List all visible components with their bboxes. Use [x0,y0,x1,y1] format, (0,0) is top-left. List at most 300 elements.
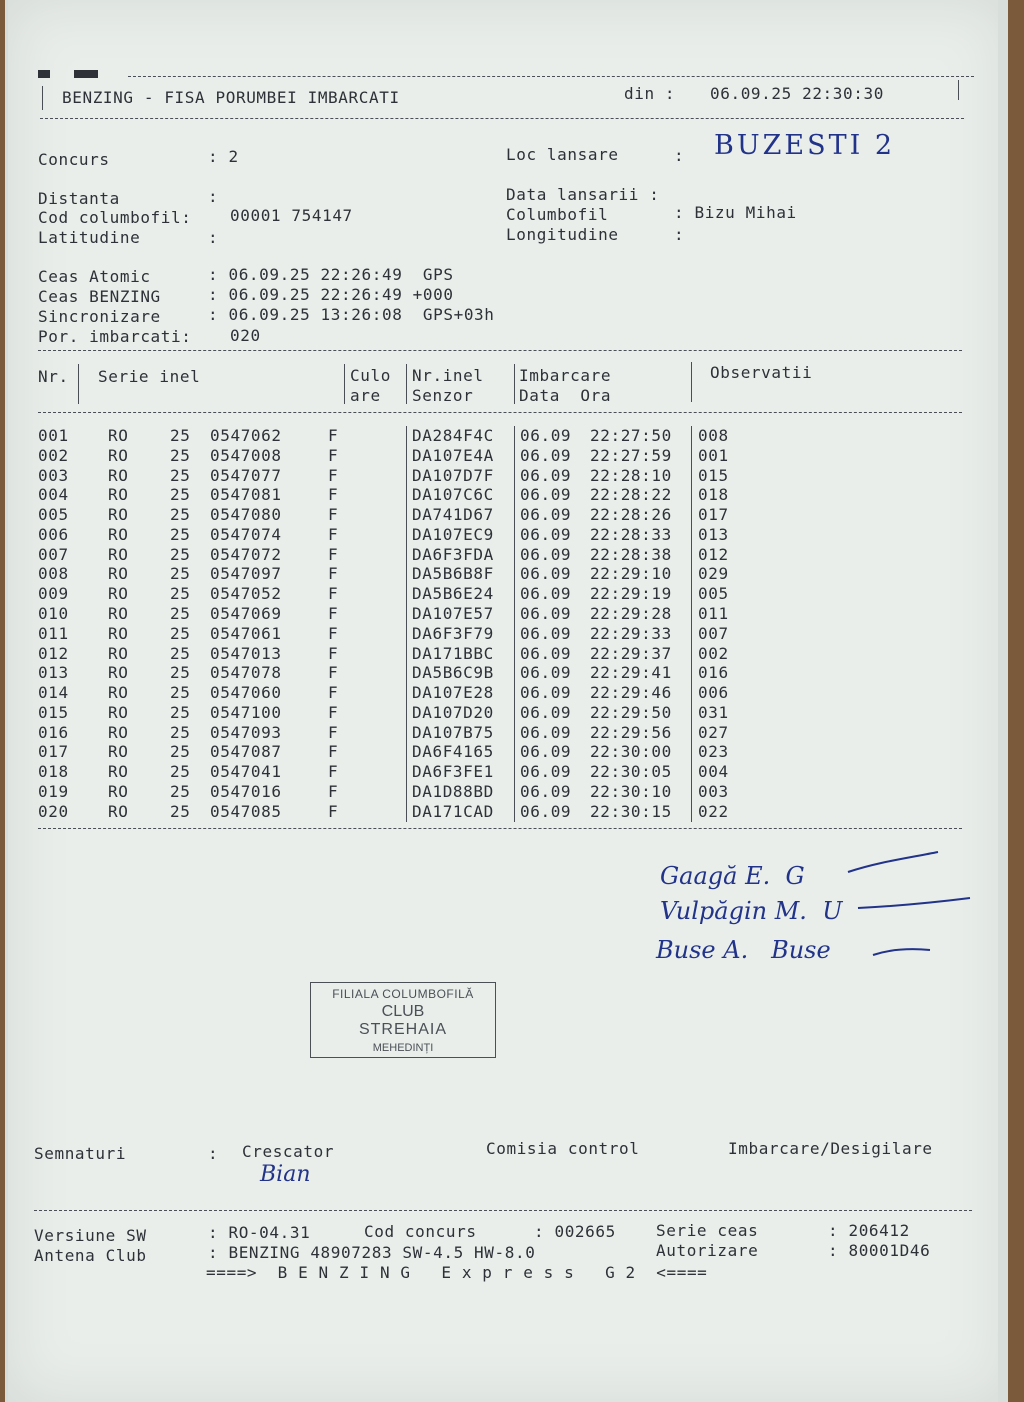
brand-line: ====> B E N Z I N G E x p r e s s G 2 <==== [206,1263,708,1282]
cell-date: 06.09 [520,742,572,762]
cell-sex: F [328,445,339,465]
col-divider [406,564,407,584]
cell-date: 06.09 [520,426,572,445]
col-divider [691,683,692,703]
cell-ring: 0547085 [210,801,282,821]
col-divider [691,742,692,762]
cell-date: 06.09 [520,722,572,742]
cell-nr: 007 [38,544,69,564]
sincronizare-label: Sincronizare [38,307,161,326]
cell-nr: 006 [38,524,69,544]
divider [40,118,964,119]
cell-nr: 019 [38,782,69,802]
cell-observation: 008 [698,426,729,445]
table-row [8,525,1008,545]
cell-country: RO [108,623,129,643]
cell-ring: 0547041 [210,762,282,782]
cell-sex: F [328,604,339,624]
distanta-sep: : [208,187,219,206]
cell-year: 25 [170,722,191,742]
cell-date: 06.09 [520,643,572,663]
semnaturi-sep: : [208,1144,219,1163]
col-divider [406,485,407,505]
cell-date: 06.09 [520,762,572,782]
table-row [8,505,1008,525]
stamp-line-3: STREHAIA [358,1021,447,1038]
cell-sex: F [328,485,339,505]
col-divider [514,624,515,644]
cell-date: 06.09 [520,702,572,722]
cell-year: 25 [170,485,191,505]
col-divider [691,426,692,446]
cell-date: 06.09 [520,485,572,505]
cell-nr: 004 [38,485,69,505]
cell-ring: 0547100 [210,702,282,722]
cell-country: RO [108,643,129,663]
cell-observation: 004 [698,762,729,782]
ceas-benzing-label: Ceas BENZING [38,287,161,306]
cell-year: 25 [170,683,191,703]
table-row [8,426,1008,446]
cell-country: RO [108,702,129,722]
cod-concurs-value: : 002665 [534,1222,616,1241]
cell-time: 22:29:56 [590,722,672,742]
cell-time: 22:28:33 [590,524,672,544]
club-stamp [310,982,496,1058]
cell-country: RO [108,683,129,703]
comisia-label: Comisia control [486,1139,640,1158]
cell-ring: 0547062 [210,426,282,445]
concurs-value: : 2 [208,147,239,166]
cell-year: 25 [170,445,191,465]
col-imbarcare-1: Imbarcare [519,366,612,385]
col-divider [406,723,407,743]
col-divider [514,683,515,703]
cell-nr: 002 [38,445,69,465]
divider [128,76,974,77]
col-divider [406,446,407,466]
table-row [8,545,1008,565]
col-divider [514,364,515,404]
sincronizare-value: : 06.09.25 13:26:08 GPS+03h [208,305,495,324]
table-row [8,485,1008,505]
col-divider [691,505,692,525]
cell-time: 22:27:59 [590,445,672,465]
handwritten-name-1: Gaagă E. G [660,862,805,890]
cell-sex: F [328,505,339,525]
col-divider [514,644,515,664]
cell-country: RO [108,505,129,525]
ceas-atomic-value: : 06.09.25 22:26:49 GPS [208,265,454,284]
loc-sep: : [674,146,685,165]
cell-sensor: DA6F3FDA [412,544,494,564]
table-row [8,663,1008,683]
cell-nr: 016 [38,722,69,742]
cell-nr: 008 [38,564,69,584]
cell-observation: 023 [698,742,729,762]
cell-sex: F [328,465,339,485]
col-nrinel-1: Nr.inel [412,366,484,385]
cell-country: RO [108,465,129,485]
cell-time: 22:28:38 [590,544,672,564]
cell-time: 22:30:05 [590,762,672,782]
col-divider [406,584,407,604]
cod-concurs-label: Cod concurs [364,1222,477,1241]
din-value: 06.09.25 22:30:30 [710,84,884,103]
semnaturi-label: Semnaturi [34,1144,127,1163]
por-imbarcati-label: Por. imbarcati: [38,327,192,346]
cell-observation: 003 [698,782,729,802]
cell-country: RO [108,663,129,683]
cell-country: RO [108,445,129,465]
cell-sex: F [328,762,339,782]
cell-date: 06.09 [520,683,572,703]
cell-ring: 0547074 [210,524,282,544]
cell-country: RO [108,742,129,762]
stamp-line-1: FILIALA COLUMBOFILĂ [332,987,474,1001]
cell-date: 06.09 [520,663,572,683]
longitudine-sep: : [674,225,685,244]
cell-observation: 001 [698,445,729,465]
cell-country: RO [108,584,129,604]
col-divider [514,742,515,762]
cell-sensor: DA5B6E24 [412,584,494,604]
col-divider [514,525,515,545]
cell-time: 22:28:26 [590,505,672,525]
cell-sex: F [328,742,339,762]
cell-year: 25 [170,564,191,584]
cell-observation: 012 [698,544,729,564]
col-divider [691,723,692,743]
antena-label: Antena Club [34,1246,147,1265]
table-row [8,604,1008,624]
cell-observation: 029 [698,564,729,584]
col-divider [514,723,515,743]
cell-sensor: DA107E4A [412,445,494,465]
document-page [8,0,1008,1402]
col-divider [691,466,692,486]
cell-date: 06.09 [520,801,572,821]
cell-ring: 0547013 [210,643,282,663]
cell-sensor: DA6F4165 [412,742,494,762]
cell-sensor: DA5B6B8F [412,564,494,584]
cell-nr: 005 [38,505,69,525]
cell-year: 25 [170,742,191,762]
cell-country: RO [108,801,129,821]
autorizare-label: Autorizare [656,1241,759,1260]
cell-sex: F [328,801,339,821]
cell-ring: 0547093 [210,722,282,742]
cell-ring: 0547060 [210,683,282,703]
cell-year: 25 [170,604,191,624]
cell-date: 06.09 [520,564,572,584]
col-divider [691,703,692,723]
cell-date: 06.09 [520,524,572,544]
loc-label: Loc lansare [506,145,619,164]
col-divider [514,505,515,525]
col-divider [691,584,692,604]
col-divider [406,782,407,802]
cell-time: 22:29:37 [590,643,672,663]
cell-sensor: DA1D88BD [412,782,494,802]
col-divider [514,782,515,802]
cell-observation: 007 [698,623,729,643]
col-imbarcare-2: Data Ora [519,386,612,405]
col-divider [514,485,515,505]
header-bar [958,80,959,100]
cell-time: 22:28:10 [590,465,672,485]
table-row [8,644,1008,664]
cell-sensor: DA171BBC [412,643,494,663]
cell-observation: 027 [698,722,729,742]
table-row [8,782,1008,802]
cell-nr: 009 [38,584,69,604]
columbofil-value: : Bizu Mihai [674,203,797,222]
doc-title: BENZING - FISA PORUMBEI IMBARCATI [62,88,400,107]
cell-observation: 015 [698,465,729,485]
cell-year: 25 [170,544,191,564]
cell-time: 22:29:33 [590,623,672,643]
cell-ring: 0547078 [210,663,282,683]
table-row [8,466,1008,486]
col-divider [691,802,692,822]
header-bar [42,86,43,110]
cell-ring: 0547008 [210,445,282,465]
latitudine-label: Latitudine [38,228,141,247]
col-divider [691,663,692,683]
cell-year: 25 [170,524,191,544]
cell-observation: 011 [698,604,729,624]
table-row [8,723,1008,743]
cell-sensor: DA6F3FE1 [412,762,494,782]
col-divider [691,624,692,644]
cell-time: 22:30:00 [590,742,672,762]
cell-nr: 013 [38,663,69,683]
din-label: din : [624,84,676,103]
ceas-benzing-value: : 06.09.25 22:26:49 +000 [208,285,454,304]
cell-sex: F [328,722,339,742]
cell-ring: 0547052 [210,584,282,604]
cell-date: 06.09 [520,604,572,624]
cell-year: 25 [170,426,191,445]
cell-nr: 010 [38,604,69,624]
cell-nr: 020 [38,801,69,821]
cell-observation: 016 [698,663,729,683]
cell-year: 25 [170,505,191,525]
data-lansarii-label: Data lansarii : [506,185,660,204]
cell-sensor: DA107B75 [412,722,494,742]
cell-year: 25 [170,663,191,683]
cell-ring: 0547097 [210,564,282,584]
cell-sex: F [328,564,339,584]
cell-sensor: DA741D67 [412,505,494,525]
cell-sex: F [328,524,339,544]
col-observatii: Observatii [710,363,813,382]
col-divider [514,802,515,822]
col-divider [691,782,692,802]
col-divider [78,364,79,404]
col-divider [514,762,515,782]
col-divider [406,525,407,545]
por-imbarcati-value: 020 [230,326,261,345]
cell-ring: 0547072 [210,544,282,564]
col-divider [406,545,407,565]
cell-date: 06.09 [520,544,572,564]
cell-date: 06.09 [520,623,572,643]
col-divider [406,624,407,644]
cell-observation: 013 [698,524,729,544]
cell-sex: F [328,643,339,663]
col-divider [406,742,407,762]
col-divider [514,446,515,466]
cell-country: RO [108,544,129,564]
col-divider [514,564,515,584]
cell-country: RO [108,762,129,782]
cell-country: RO [108,485,129,505]
cell-year: 25 [170,801,191,821]
handwritten-name-2: Vulpăgin M. U [660,897,843,925]
col-divider [344,364,345,404]
cell-time: 22:29:46 [590,683,672,703]
cell-observation: 031 [698,702,729,722]
cell-country: RO [108,722,129,742]
col-divider [514,545,515,565]
cell-time: 22:29:50 [590,702,672,722]
latitudine-sep: : [208,228,219,247]
antena-value: : BENZING 48907283 SW-4.5 HW-8.0 [208,1243,536,1262]
col-divider [691,545,692,565]
col-divider [691,762,692,782]
cell-year: 25 [170,782,191,802]
cell-nr: 014 [38,683,69,703]
cell-nr: 001 [38,426,69,445]
cell-nr: 011 [38,623,69,643]
col-divider [406,364,407,404]
cod-columbofil-label: Cod columbofil: [38,208,192,227]
cell-sex: F [328,584,339,604]
col-divider [514,584,515,604]
col-divider [691,644,692,664]
col-divider [514,604,515,624]
col-divider [691,564,692,584]
cell-year: 25 [170,643,191,663]
columbofil-label: Columbofil [506,205,609,224]
autorizare-value: : 80001D46 [828,1241,931,1260]
stamp-line-4: MEHEDINȚI [372,1042,434,1054]
col-divider [406,466,407,486]
cell-year: 25 [170,465,191,485]
cell-observation: 002 [698,643,729,663]
cell-nr: 015 [38,702,69,722]
cell-sex: F [328,426,339,445]
table-row [8,742,1008,762]
cell-country: RO [108,524,129,544]
cell-sex: F [328,663,339,683]
cell-time: 22:28:22 [590,485,672,505]
col-divider [406,604,407,624]
cell-sensor: DA6F3F79 [412,623,494,643]
cell-year: 25 [170,762,191,782]
printer-mark [74,70,98,78]
table-row [8,446,1008,466]
cell-date: 06.09 [520,584,572,604]
col-divider [406,762,407,782]
cell-time: 22:29:41 [590,663,672,683]
col-divider [691,485,692,505]
table-row [8,584,1008,604]
divider [38,412,962,413]
col-divider [691,525,692,545]
table-row [8,624,1008,644]
cell-time: 22:29:10 [590,564,672,584]
cell-observation: 018 [698,485,729,505]
cell-observation: 017 [698,505,729,525]
cell-nr: 012 [38,643,69,663]
col-divider [691,362,692,402]
concurs-label: Concurs [38,150,110,169]
cell-ring: 0547016 [210,782,282,802]
cell-ring: 0547069 [210,604,282,624]
col-divider [514,663,515,683]
cell-sex: F [328,544,339,564]
cell-country: RO [108,426,129,445]
longitudine-label: Longitudine [506,225,619,244]
col-divider [406,426,407,446]
loc-handwritten: BUZESTI 2 [714,130,895,161]
cell-ring: 0547087 [210,742,282,762]
cell-date: 06.09 [520,445,572,465]
table-row [8,683,1008,703]
cell-sensor: DA107C6C [412,485,494,505]
col-culoare-1: Culo [350,366,391,385]
col-divider [691,446,692,466]
cell-nr: 003 [38,465,69,485]
stamp-line-2: CLUB [381,1003,425,1020]
cell-sensor: DA107E57 [412,604,494,624]
cell-ring: 0547080 [210,505,282,525]
table-row [8,564,1008,584]
cell-sensor: DA5B6C9B [412,663,494,683]
cell-time: 22:30:10 [590,782,672,802]
cell-sex: F [328,623,339,643]
table-row [8,762,1008,782]
cell-time: 22:29:28 [590,604,672,624]
cell-time: 22:29:19 [590,584,672,604]
versiune-label: Versiune SW [34,1226,147,1245]
serie-ceas-label: Serie ceas [656,1221,759,1240]
imbarcare-desigilare-label: Imbarcare/Desigilare [728,1139,933,1158]
cell-sex: F [328,782,339,802]
cell-country: RO [108,782,129,802]
cell-country: RO [108,564,129,584]
cell-observation: 006 [698,683,729,703]
cell-sensor: DA107EC9 [412,524,494,544]
distanta-label: Distanta [38,189,120,208]
crescator-signature: Bian [260,1162,311,1187]
cell-observation: 005 [698,584,729,604]
handwritten-name-3: Buse A. Buse [656,936,831,964]
cell-sex: F [328,683,339,703]
col-divider [406,505,407,525]
cell-ring: 0547061 [210,623,282,643]
col-divider [406,802,407,822]
col-divider [691,604,692,624]
col-divider [406,663,407,683]
cell-year: 25 [170,623,191,643]
col-divider [514,466,515,486]
col-culoare-2: are [350,386,381,405]
cell-date: 06.09 [520,505,572,525]
